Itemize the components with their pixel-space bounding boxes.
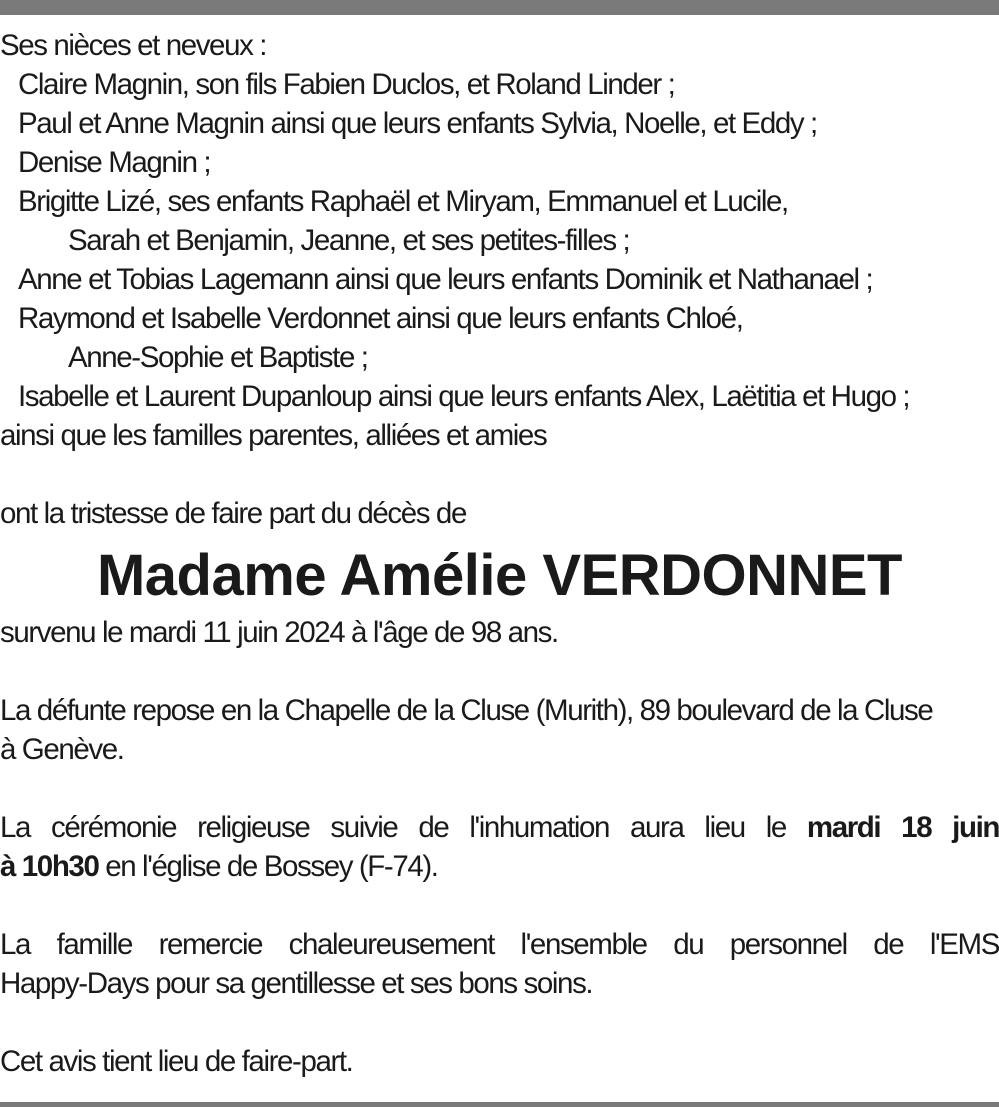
family-line-continued: Sarah et Benjamin, Jeanne, et ses petites-filles ; — [68, 224, 630, 257]
ceremony-time: à 10h30 — [0, 850, 99, 883]
family-line-continued: Anne-Sophie et Baptiste ; — [68, 341, 368, 374]
family-line: Isabelle et Laurent Dupanloup ainsi que leurs enfants Alex, Laëtitia et Hugo ; — [18, 380, 910, 413]
family-line: Anne et Tobias Lagemann ainsi que leurs enfants Dominik et Nathanael ; — [18, 263, 873, 296]
repose-line: La défunte repose en la Chapelle de la Cluse (Murith), 89 boulevard de la Cluse — [0, 694, 933, 727]
family-line: Paul et Anne Magnin ainsi que leurs enfants Sylvia, Noelle, et Eddy ; — [18, 107, 817, 140]
family-line: Claire Magnin, son fils Fabien Duclos, et Roland Linder ; — [18, 68, 675, 101]
ceremony-line — [0, 808, 999, 847]
announcement-line: ont la tristesse de faire part du décès de — [0, 497, 466, 530]
relatives-line: ainsi que les familles parentes, alliées et amies — [0, 419, 547, 452]
ceremony-text: La cérémonie religieuse suivie de l'inhumation aura lieu le — [0, 811, 786, 844]
death-info: survenu le mardi 11 juin 2024 à l'âge de 98 ans. — [0, 616, 558, 649]
family-line: Denise Magnin ; — [18, 146, 211, 179]
closing-line: Cet avis tient lieu de faire-part. — [0, 1045, 353, 1078]
ceremony-line — [0, 847, 999, 886]
ceremony-location: en l'église de Bossey (F-74). — [98, 850, 438, 883]
ceremony-date: mardi 18 juin — [806, 811, 999, 844]
thanks-line: La famille remercie chaleureusement l'ensemble du personnel de l'EMS — [0, 928, 999, 961]
obituary-notice — [0, 26, 999, 1081]
top-rule — [0, 0, 999, 15]
bottom-rule — [0, 1102, 999, 1107]
family-line: Raymond et Isabelle Verdonnet ainsi que leurs enfants Chloé, — [18, 302, 743, 335]
repose-line: à Genève. — [0, 733, 124, 766]
deceased-name: Madame Amélie VERDONNET — [96, 543, 902, 608]
thanks-line: Happy-Days pour sa gentillesse et ses bons soins. — [0, 967, 593, 1000]
intro-line: Ses nièces et neveux : — [0, 29, 267, 62]
family-line: Brigitte Lizé, ses enfants Raphaël et Miryam, Emmanuel et Lucile, — [18, 185, 788, 218]
